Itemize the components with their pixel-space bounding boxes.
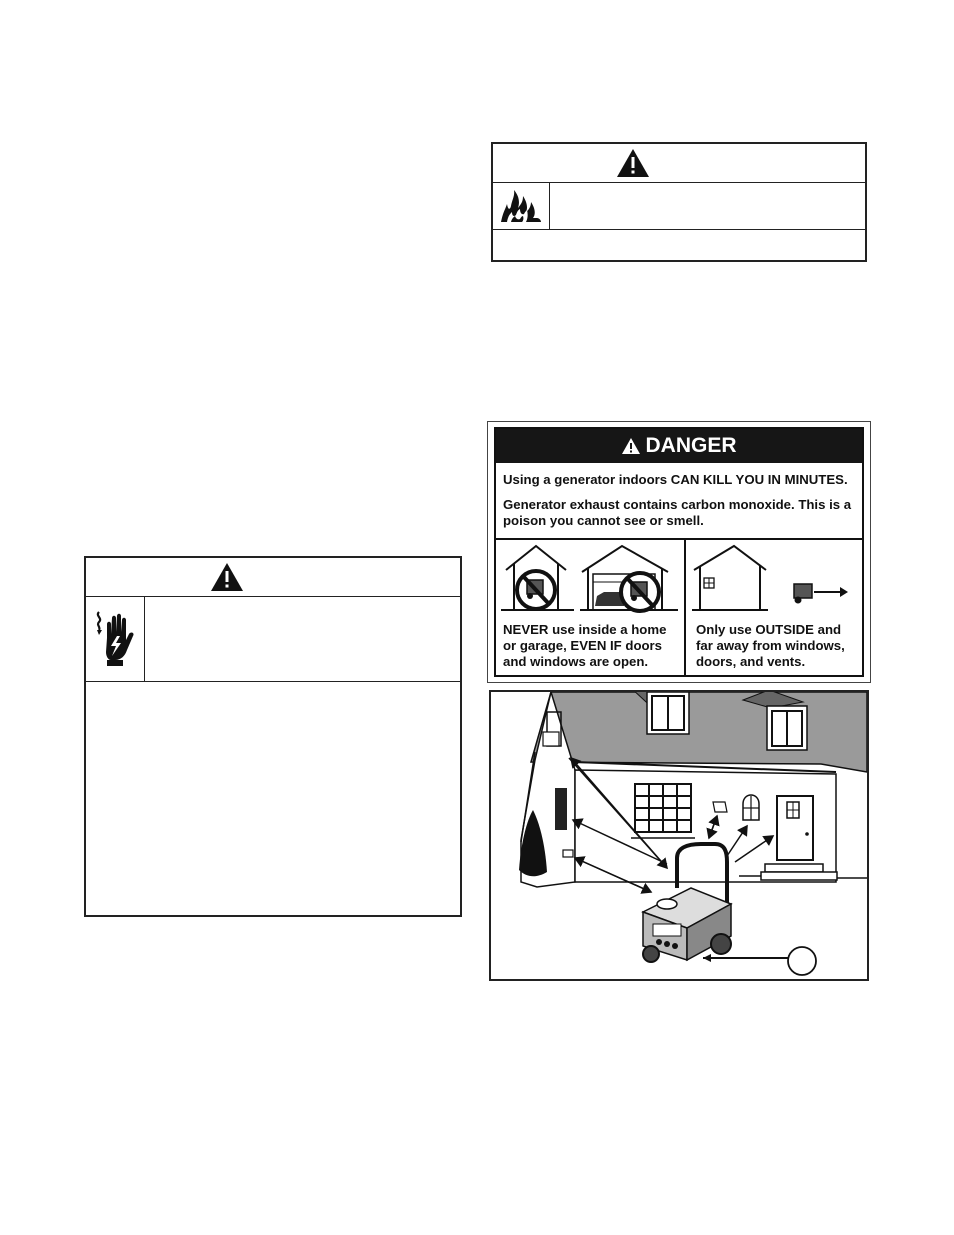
danger-header [496,429,862,463]
danger-panels [496,540,862,675]
never-indoors-caption: NEVER use inside a home or garage, EVEN IF doors and windows are open. [503,622,667,669]
outdoor-use-illustration [688,540,864,620]
shock-warning-box [84,556,462,917]
warning-hazard-row [493,183,865,230]
warning-triangle-icon [621,437,641,455]
warning-header [493,144,865,183]
warning-hazard-row [86,597,460,682]
hazard-icon-cell [493,183,550,229]
danger-label-inner [494,427,864,677]
electric-shock-hand-icon [93,610,137,666]
outside-only-caption: Only use OUTSIDE and far away from windows, doors, and vents. [696,622,845,669]
danger-label [487,421,871,683]
generator-placement-illustration [489,690,869,981]
warning-triangle-icon [210,562,244,592]
fire-warning-box [491,142,867,262]
house-with-generator-drawing [491,692,867,979]
no-indoor-use-illustration [496,540,682,620]
danger-line-1: Using a generator indoors CAN KILL YOU IN MINUTES. [503,472,848,487]
danger-heading: DANGER [645,434,737,457]
fire-flame-icon [499,188,543,224]
callout-circle [788,947,816,975]
hazard-icon-cell [86,597,145,681]
panel-divider [684,540,686,675]
danger-line-2: Generator exhaust contains carbon monoxide. This is a poison you cannot see or smell. [503,497,852,528]
danger-text [496,463,862,540]
warning-triangle-icon [616,148,650,178]
warning-header [86,558,460,597]
